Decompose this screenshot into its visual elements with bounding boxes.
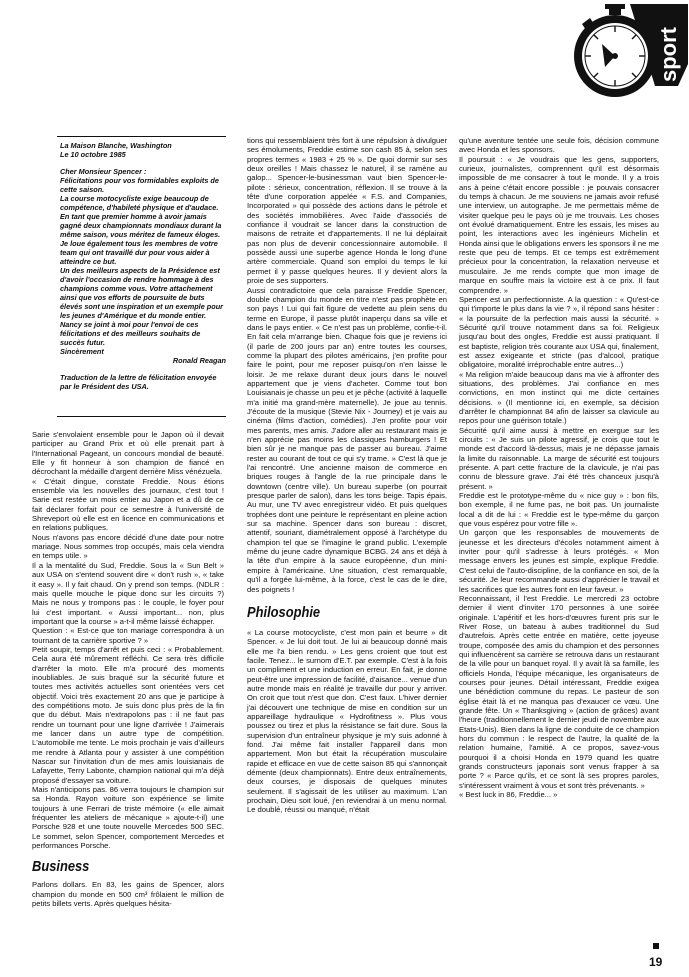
logo-text: sport [656, 27, 681, 82]
column-1 [32, 430, 224, 909]
letter-date: Le 10 octobre 1985 [60, 150, 126, 159]
column-2 [247, 136, 447, 815]
article-paragraph: Reconnaissant, il l'est Freddie. Le mercredi 23 octobre dernier il vient d'inviter 170 personnes à une soirée originale. L'apéritif et les hors-d'œuvres furent pris sur le River Rose, un bateau à aubes traditionnel du Sud d'autrefois. Après cette entrée en matière, cette joyeuse troupe, composée des amis du champion et des personnes qui influencèrent sa carrière se retrouva dans un restaurant de la ville pour un banquet royal. Il y avait là sa famille, les officiels Honda, l'équipe mécanique, les organisateurs de courses pour jeunes. Détail intéressant, Freddie exigea une bénédiction commune du repas. Le pasteur de son église était là et ne manqua pas d'exaucer ce vœu. Une grande fête. Un « Thanksgiving » (action de grâces) avant l'heure (traditionnellement le dernier jeudi de novembre aux Etats-Unis). Bien dans la ligne de conduite de ce champion hors du commun : le respect de l'autre, la qualité de la relation humaine, l'amitié. A ce propos, savez-vous pourquoi il a choisi Honda en 1979 quand les quatre grands constructeurs japonais sont venus frapper à sa porte ? « Parce qu'ils, et ce sont là ses propres paroles, s'intéressent vraiment à vous et sont très prévenants. » [459, 593, 659, 790]
article-closing-quote: « Best luck in 86, Freddie... » [459, 790, 558, 800]
page-number: 19 [649, 955, 663, 969]
article-paragraph: Mais n'anticipons pas. 86 verra toujours le champion sur sa Honda. Rayon voiture son expérience se limite toujours à une Ferrari de triste mémoire (« elle aimait fréquenter les ateliers de mécanique » ajoute-t-il) une Porsche 928 et une toute nouvelle Mercedes 500 SEC. Le sommet, selon Spencer, comportement Mercedes et performances Porsche. [32, 785, 224, 851]
article-paragraph: « Ma religion m'aide beaucoup dans ma vie à affronter des situations, des problèmes. J'ai confiance en mes convictions, en mon instinct qui me dicte certaines décisions. » (Il mentionne ici, en exemple, sa décision d'arrêter le championnat 84 afin de laisser sa clavicule au repos pour une guérison totale.) [459, 369, 659, 426]
article-paragraph: Question : « Est-ce que ton mariage correspondra à un tournant de ta carrière sportive ? » [32, 626, 224, 645]
letter-place: La Maison Blanche, Washington [60, 141, 172, 150]
article-paragraph: Spencer est un perfectionniste. A la question : « Qu'est-ce qui t'importe le plus dans la vie ? », il répond sans hésiter : « la poursuite de la perfection mais aussi la sécurité. » Sécurité qu'il trouve notamment dans sa foi. Religieux jusqu'au bout des ongles, Freddie est aussi pratiquant. Il est baptiste, religion très courante aux USA qui, finalement, est assez exigeante et stricte (pas d'alcool, pratique obligatoire, moralité irréprochable entre autres...) [459, 294, 659, 370]
letter-translation: Traduction de la lettre de félicitation envoyée par le Président des USA. [60, 373, 217, 391]
article-paragraph: Un garçon que les responsables de mouvements de jeunesse et les directeurs d'écoles notamment aiment à inviter pour qu'il s'adresse à leurs protégés. « Mon message envers les jeunes est simple, explique Freddie. C'est celui de l'auto-discipline, de la confiance en soi, de la sécurité. Je leur recommande aussi d'apprécier le travail et les sacrifices que les autres font en leur faveur. » [459, 528, 659, 594]
letter-paragraph: Un des meilleurs aspects de la Présidence est d'avoir l'occasion de rendre hommage à des champions comme vous. Votre attachement ainsi que vos efforts de poursuite de buts élevés sont une inspiration et un exemple pour les jeunes d'Amérique et du monde entier. [60, 266, 224, 320]
letter-paragraph: Nancy se joint à moi pour l'envoi de ces félicitations et des meilleurs souhaits de succès futur. [60, 320, 201, 347]
article-paragraph: Freddie est le prototype-même du « nice guy » : bon fils, bon exemple, il ne fume pas, ne boit pas. Un journaliste local a dit de lui : « Freddie est le type-même du garçon que vous espérez pour votre fille ». [459, 491, 659, 529]
section-heading-philosophie: Philosophie [247, 603, 321, 621]
sport-logo [560, 4, 688, 119]
letter-paragraph: Félicitations pour vos formidables exploits de cette saison. [60, 176, 219, 194]
article-paragraph: Il poursuit : « Je voudrais que les gens, supporters, curieux, journalistes, comprennent qu'il est désormais impossible de me consacrer à tout le monde. Il y a trois ans à peine c'était encore possible : je pouvais consacrer du temps à chacun. Je me souviens ne jamais avoir refusé une interview, un autographe. Je me permettais même de visiter quelque peu le pays où je me trouvais. Les choses ont évolué dramatiquement. Entre les essais, les mises au point, les interactions avec les ingénieurs Michelin et Honda ainsi que le obligations envers les sponsors il ne me reste que peu de temps. Et ce temps est extrêmement précieux pour la concentration, la relaxation nerveuse et musculaire. Je me rends compte que mon image de marque en souffre mais la victoire est à ce prix. Il faut comprendre. » [459, 154, 659, 295]
letter-paragraph: La course motocycliste exige beaucoup de compétence, d'habileté physique et d'audace. En tant que premier homme à avoir jamais gagné deux championnats mondiaux durant la même saison, vous méritez de fameux éloges. [60, 194, 222, 239]
letter-top-rule [57, 136, 226, 137]
article-paragraph: tions qui ressemblaient très fort à une répulsion à divulguer ses émoluments, Freddie estime son cash 85 à, selon ses propres termes « 1983 + 25 % ». De quoi dormir sur ses deux oreilles ! Mais chassez le naturel, il se ramène au galop... Spencer-le-businessman vaut bien Spencer-le-pilote : sérieux, concentration, réflexion. Il se trouve à la tête d'une corporation appelée « F.S. and Companies, Incorporated » qui possède des actions dans le pétrole et des sociétés immobilières. Avec l'aide d'associés de confiance il voudrait se lancer dans la construction de maisons de retraite et d'appartements. Il ne lui déplairait pas non plus de devenir concessionnaire automobile. Il possède aussi une superbe agence Honda le long d'une artère commerciale. Quand son emploi du temps le lui permet il y passe quelques heures. Il y devient alors la proie de ses supporters. [247, 136, 447, 286]
article-paragraph: Petit soupir, temps d'arrêt et puis ceci : « Probablement. Cela aura été mûrement réfléchi. Ce sera très difficile d'arrêter la moto. Elle m'a procuré des moments inoubliables. Je suis braqué sur la sécurité future et toutes mes activités actuelles sont orientées vers cet objectif. Voici très exactement 20 ans que je participe à des compétitions moto. Je suis donc plus près de la fin que du début. Mais n'extrapolons pas : il ne faut pas rendre un tournant pour une ligne d'arrivée ! J'aimerais me lancer dans un autre type de compétition. L'automobile me tente. Le mois prochain je vais d'ailleurs me rendre à Atlanta pour y assister à une compétition Nascar sur l'invitation d'un de mes amis louisianais de Lafayette, Terry Labonte, champion national qui m'a déjà proposé d'essayer sa voiture. [32, 644, 225, 785]
letter-paragraph: Je loue également tous les membres de votre team qui ont travaillé dur pour vous aider à atteindre ce but. [60, 239, 218, 266]
article-paragraph: Sarie s'envolaient ensemble pour le Japon où il devait participer au Grand Prix et où elle prenait part à l'International Pageant, un concours mondial de beauté. Elle y fit honneur à son champion de fiancé en décrochant la médaille d'argent derrière Miss vénézuela. [32, 430, 224, 477]
section-heading-business: Business [32, 858, 90, 876]
letter-salutation: Cher Monsieur Spencer : [60, 167, 147, 176]
letter-signature: Ronald Reagan [172, 356, 226, 365]
article-paragraph: Il a la mentalité du Sud, Freddie. Sous la « Sun Belt » aux USA on s'entend souvent dire « don't rush », « take it easy ». Il y fait chaud. On y prend son temps. (NDLR : mais quelle mouche le pique donc sur les circuits ?) Mais ne nous y trompons pas : le couple, le foyer pour lui c'est important. « Aussi important... non, plus important que la course » a-t-il même laissé échapper. [32, 560, 224, 626]
article-paragraph: Nous n'avons pas encore décidé d'une date pour notre mariage. Nous sommes trop occupés, mais cela viendra en temps utile. » [32, 532, 224, 561]
letter-bottom-rule [57, 416, 226, 417]
letter-closing: Sincèrement [60, 347, 104, 356]
article-paragraph: « La course motocycliste, c'est mon pain et beurre » dit Spencer. « Je lui doit tout. Je lui ai beaucoup donné mais elle me l'a bien rendu. » Les gens croient que tout est facile. Tenez... le surnom d'E.T. par exemple. C'est à la fois un compliment et une induction en erreur. En fait, je donne peut-être une impression de facilité, d'aisance... venue d'un autre monde mais en réalité je travaille dur pour y arriver. On croit que tout n'est que don. C'est faux. L'hiver dernier j'ai découvert une technique de mise en condition sur un appareillage hydraulique « Hydrofitness ». Plus vous poussez ou tirez et plus la résistance se fait dure. Sous la supervision d'un entraîneur physique je m'y suis adonné à fond. J'ai même fait installer l'appareil dans mon appartement. Mon but était la récupération musculaire rapide et efficace en vue de cette saison 85 qui s'annonçait démente (deux championnats). Entre deux entraînements, deux courses, je disposais de quelques minutes seulement. Il s'agissait de les utiliser au maximum. L'an prochain, Dieu soit loué, j'en reviendrai à un menu normal. Le doublé, réussi ou manqué, n'était [247, 627, 447, 815]
article-paragraph: Parlons dollars. En 83, les gains de Spencer, alors champion du monde en 500 cm³ frôlaient le million de petits billets verts. Après quelques hésita- [32, 880, 224, 909]
article-paragraph: « C'était dingue, constate Freddie. Nous étions ensemble via les nouvelles des journaux, c'est tout ! Sarie est restée un mois entier au Japon et a dû de ce fait déclarer forfait pour ce semestre à l'université de Shreveport où elle est en licence en communications et en relations publiques. [32, 476, 224, 533]
article-paragraph: Sécurité qu'il aime aussi à mettre en exergue sur les circuits : « Je suis un pilote agressif, je crois que tout le monde est d'accord là-dessus, mais je ne dépasse jamais la limite du raisonnable. La marge de sécurité est toujours présente. A part cette fracture de la clavicule, je n'ai pas connu de blessure grave. J'ai été très chanceux jusqu'à présent. » [459, 425, 659, 491]
column-3 [459, 136, 659, 799]
end-of-article-mark [653, 943, 659, 949]
article-paragraph: qu'une aventure tentée une seule fois, décision commune avec Honda et les sponsors. [459, 136, 659, 155]
reagan-letter [60, 141, 226, 391]
article-paragraph: Aussi contradictoire que cela paraisse Freddie Spencer, double champion du monde en titre n'est pas prophète en son pays ! Lui qui fait figure de vedette au plein sens du terme en Europe, il passe plutôt inaperçu dans sa ville et dans le pays entier. « Ce n'est pas un problème, confie-t-il. En fait cela m'arrange bien. Chaque fois que je reviens ici (il parle de 200 jours par an) entre toutes les courses, comme la plupart des pilotes américains, j'en profite pour faire le point, pour me reposer puisqu'on n'en laisse le loisir. Je me relaxe durant deux jours dans le nouvel appartement que je viens d'acheter. Comme tout bon Louisianais je chasse un peu et je pêche (activité à laquelle m'a initié ma grand-mère maternelle). Je joue au tennis. J'écoute de la musique (Stevie Nix - Journey) et je vais au cinéma (films d'action, comédies). J'en profite pour voir mes parents, mes amis. J'adore aller au restaurant mais je n'en apprécie pas moins les classiques hamburgers ! Et bien sûr je ne manque pas de passer au bureau. J'aime rester au courant de tout ce qui s'y trame. » C'est là que je l'ai rencontré. Une ancienne maison de commerce en briques rouges à l'angle de la rue principale dans le downtown (centre ville). Un bureau superbe (on pourrait presque parler de salon), dans les tons beige. Tapis épais. Au mur, une TV avec enregistreur vidéo. Et puis quelques trophées dont une peinture le représentant en pleine action sur sa machine. Spencer dans son bureau : discret, attentif, souriant, diamétralement opposé à l'archétype du champion tel que se l'imagine le grand public. L'exemple même du jeune cadre dynamique BCBG. 24 ans et déjà à la tête d'un empire à la sauce européenne, d'un mini-empire à l'américaine. Une situation, c'est remarquable, qu'il a forgée lui-même, à la force, c'est le cas de le dire, des poignets ! [247, 285, 447, 594]
